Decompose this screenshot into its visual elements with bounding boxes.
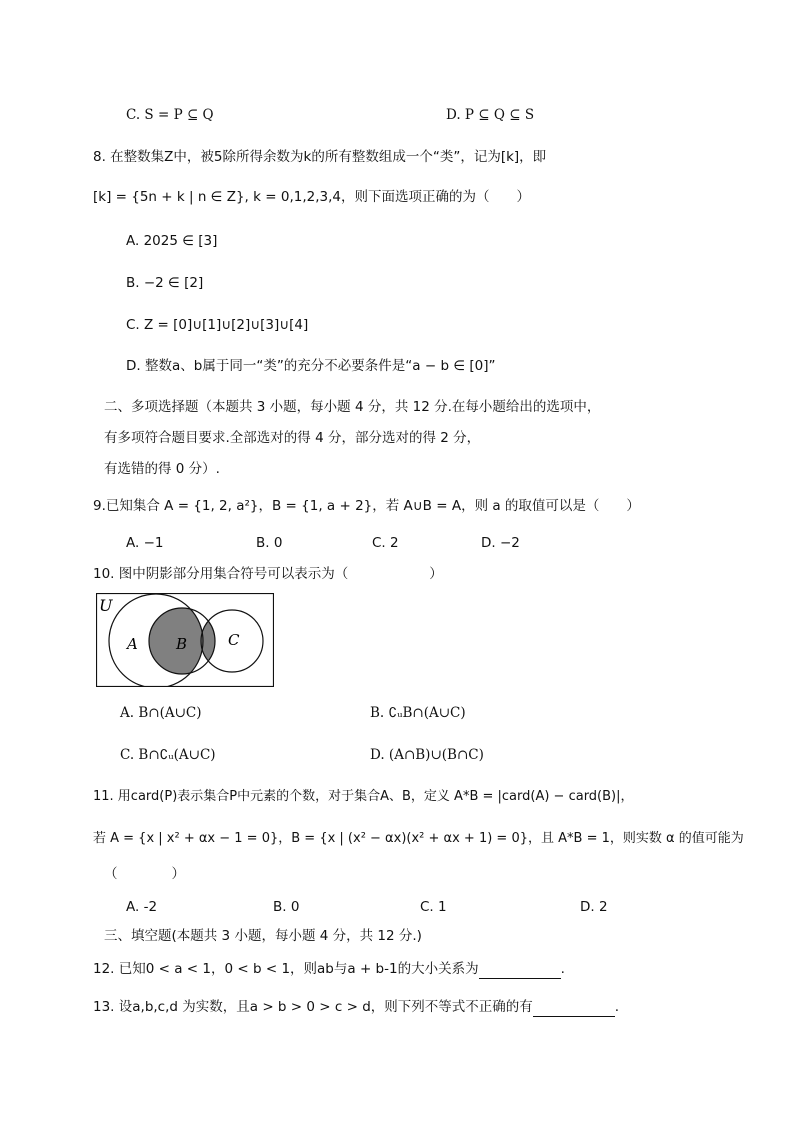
label-c: C [228,631,240,649]
q13-end: . [614,999,620,1015]
q11-option-d[interactable]: D. 2 [580,899,608,915]
q10-option-b[interactable]: B. ∁ᵤB∩(A∪C) [370,705,466,721]
q9-stem: 9.已知集合 A = {1, 2, a²}，B = {1, a + 2}，若 A∪B = A，则 a 的取值可以是（ ） [93,498,640,514]
q9-option-c[interactable]: C. 2 [372,535,399,551]
q7-option-d[interactable]: D. P ⊆ Q ⊆ S [446,107,535,123]
q8-option-a[interactable]: A. 2025 ∈ [3] [126,233,218,249]
q11-stem-line1: 11. 用card(P)表示集合P中元素的个数，对于集合A、B，定义 A*B = |card(A) − card(B)|， [93,789,634,804]
q8-option-d[interactable]: D. 整数a、b属于同一“类”的充分不必要条件是“a − b ∈ [0]” [126,358,496,374]
label-u: U [99,596,113,615]
section2-line1: 二、多项选择题（本题共 3 小题，每小题 4 分，共 12 分.在每小题给出的选项中， [104,399,601,415]
q13-answer-blank[interactable] [533,1000,615,1017]
q8-stem-line1: 8. 在整数集Z中，被5除所得余数为k的所有整数组成一个“类”，记为[k]，即 [93,149,547,165]
q7-option-c[interactable]: C. S = P ⊆ Q [126,107,214,123]
label-a: A [127,635,138,653]
q12-end: . [560,961,565,977]
q8-option-c[interactable]: C. Z = [0]∪[1]∪[2]∪[3]∪[4] [126,317,309,333]
q11-option-a[interactable]: A. -2 [126,899,158,915]
section2-line2: 有多项符合题目要求.全部选对的得 4 分，部分选对的得 2 分， [104,430,481,446]
q8-option-b[interactable]: B. −2 ∈ [2] [126,275,204,291]
section2-line3: 有选错的得 0 分）. [104,461,220,477]
q10-option-a[interactable]: A. B∩(A∪C) [120,705,202,721]
venn-diagram [96,593,274,687]
q13-stem: 13. 设a,b,c,d 为实数，且a > b > 0 > c > d，则下列不等式不正确的有 [93,999,533,1015]
q10-option-d[interactable]: D. (A∩B)∪(B∩C) [370,747,484,763]
label-b: B [176,635,188,653]
q10-stem: 10. 图中阴影部分用集合符号可以表示为（ ） [93,566,443,582]
q11-stem-line2: 若 A = {x | x² + αx − 1 = 0}，B = {x | (x² − αx)(x² + αx + 1) = 0}，且 A*B = 1，则实数 α 的值可能为 [93,831,744,846]
q12-line [93,959,565,979]
q11-option-c[interactable]: C. 1 [420,899,447,915]
q11-stem-line3: （ ） [104,866,185,882]
q9-option-d[interactable]: D. −2 [481,535,520,551]
q9-option-b[interactable]: B. 0 [256,535,283,551]
q10-option-c[interactable]: C. B∩∁ᵤ(A∪C) [120,747,216,763]
q8-stem-line2: [k] = {5n + k | n ∈ Z}, k = 0,1,2,3,4，则下面选项正确的为（ ） [93,189,530,205]
q12-stem: 12. 已知0 < a < 1，0 < b < 1，则ab与a + b-1的大小关系为 [93,961,479,977]
q11-option-b[interactable]: B. 0 [273,899,300,915]
q13-line [93,997,619,1017]
q12-answer-blank[interactable] [479,962,561,979]
q9-option-a[interactable]: A. −1 [126,535,164,551]
section3-title: 三、填空题(本题共 3 小题，每小题 4 分，共 12 分.) [104,928,422,944]
